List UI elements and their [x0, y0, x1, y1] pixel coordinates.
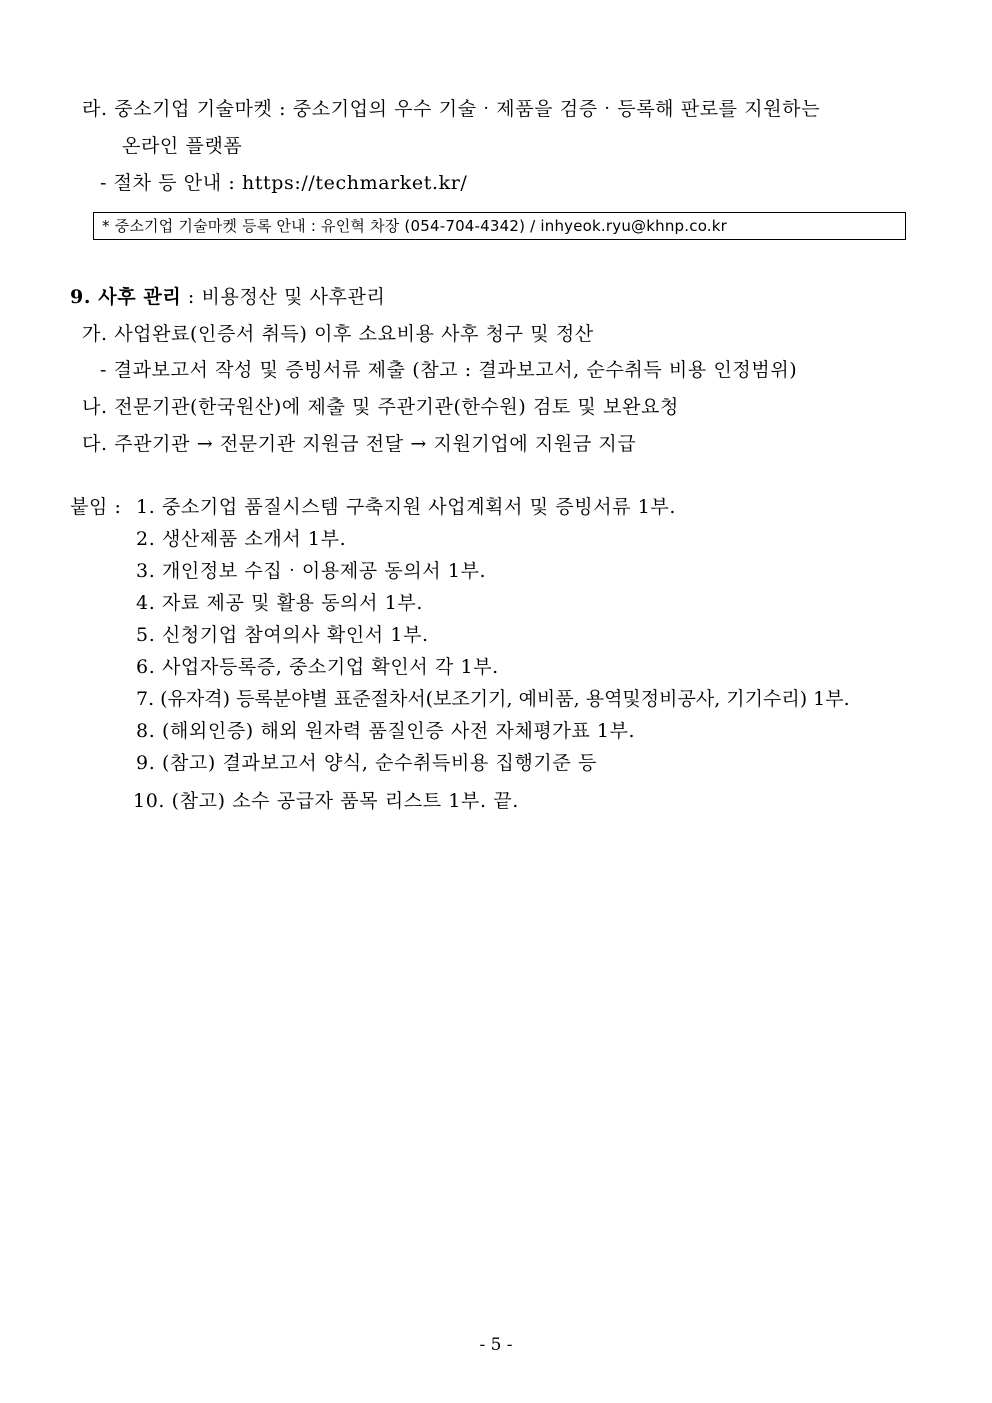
- section9-item: 다. 주관기관 → 전문기관 지원금 전달 → 지원기업에 지원금 지급: [82, 433, 637, 455]
- tech-market-line2: 온라인 플랫폼: [122, 135, 243, 157]
- section9-item: - 결과보고서 작성 및 증빙서류 제출 (참고 : 결과보고서, 순수취득 비용 인정범위): [100, 359, 798, 381]
- attachments-label: 붙임 :: [70, 496, 122, 518]
- section9-title: 9. 사후 관리: [70, 286, 182, 308]
- attachment-item: 6. 사업자등록증, 중소기업 확인서 각 1부.: [136, 656, 499, 678]
- tech-market-line3: - 절차 등 안내 : https://techmarket.kr/: [100, 172, 468, 194]
- attachment-item: 3. 개인정보 수집‧이용제공 동의서 1부.: [136, 560, 487, 582]
- page-number: - 5 -: [479, 1335, 513, 1355]
- attachment-item: 1. 중소기업 품질시스템 구축지원 사업계획서 및 증빙서류 1부.: [136, 496, 677, 518]
- tech-market-notice-box: * 중소기업 기술마켓 등록 안내 : 유인혁 차장 (054-704-4342) / inhyeok.ryu@khnp.co.kr: [93, 212, 906, 240]
- tech-market-line1: 라. 중소기업 기술마켓 : 중소기업의 우수 기술‧제품을 검증‧등록해 판로를 지원하는: [82, 98, 821, 120]
- attachment-item: 2. 생산제품 소개서 1부.: [136, 528, 347, 550]
- attachment-item: 5. 신청기업 참여의사 확인서 1부.: [136, 624, 429, 646]
- attachment-item: 8. (해외인증) 해외 원자력 품질인증 사전 자체평가표 1부.: [136, 720, 636, 742]
- attachment-item: 10. (참고) 소수 공급자 품목 리스트 1부. 끝.: [133, 790, 519, 812]
- section9-item: 가. 사업완료(인증서 취득) 이후 소요비용 사후 청구 및 정산: [82, 323, 594, 345]
- section9-title-rest: : 비용정산 및 사후관리: [181, 286, 386, 308]
- section9-heading: [70, 285, 385, 309]
- attachment-item: 7. (유자격) 등록분야별 표준절차서(보조기기, 예비품, 용역및정비공사, 기기수리) 1부.: [136, 688, 850, 710]
- attachment-item: 4. 자료 제공 및 활용 동의서 1부.: [136, 592, 423, 614]
- attachment-item: 9. (참고) 결과보고서 양식, 순수취득비용 집행기준 등: [136, 752, 597, 774]
- section9-item: 나. 전문기관(한국원산)에 제출 및 주관기관(한수원) 검토 및 보완요청: [82, 396, 679, 418]
